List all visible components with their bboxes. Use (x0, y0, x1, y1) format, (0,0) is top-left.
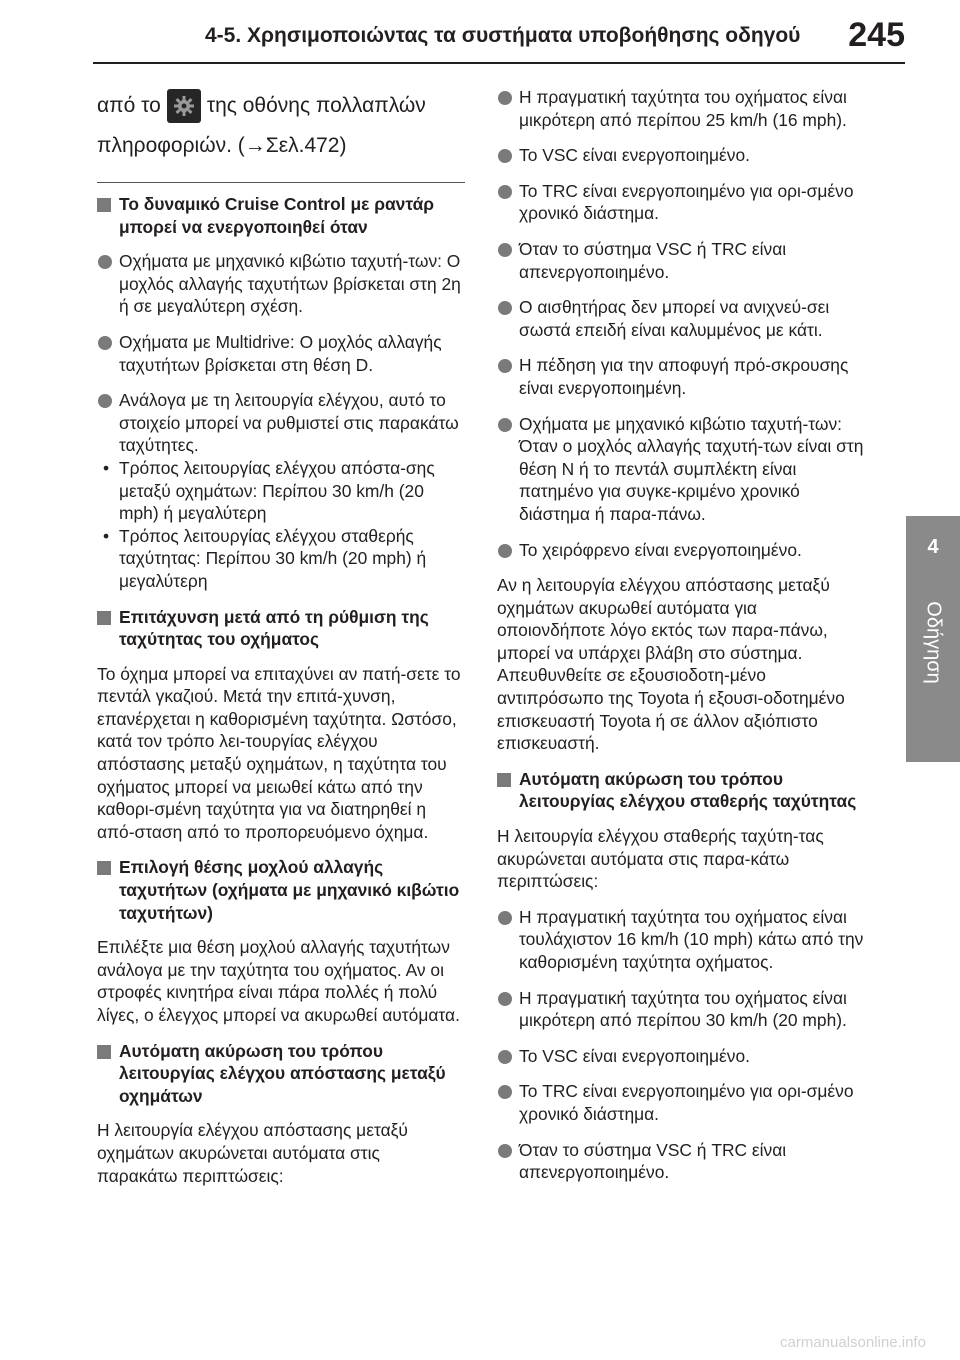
intro-after-icon: της οθόνης πολλαπλών πληροφοριών. ( (97, 94, 426, 157)
sub-list-item: • Τρόπος λειτουργίας ελέγχου απόστα-σης μεταξύ οχημάτων: Περίπου 30 km/h (20 mph) ή μεγαλύτερη (97, 457, 465, 525)
list-item: Η πέδηση για την αποφυγή πρό-σκρουσης είναι ενεργοποιημένη. (497, 354, 865, 399)
list-item: Όταν το σύστημα VSC ή TRC είναι απενεργοποιημένο. (497, 238, 865, 283)
page-number: 245 (848, 16, 905, 54)
list-item: Το χειρόφρενο είναι ενεργοποιημένο. (497, 539, 865, 562)
list-item: Η πραγματική ταχύτητα του οχήματος είναι τουλάχιστον 16 km/h (10 mph) κάτω από την καθορισμένη ταχύτητα οχήματος. (497, 906, 865, 974)
gear-icon (167, 89, 201, 123)
arrow-icon: → (244, 134, 266, 157)
list-item: Οχήματα με μηχανικό κιβώτιο ταχυτή-των: Ο μοχλός αλλαγής ταχυτήτων βρίσκεται στη 2η ή σε μεγαλύτερη σχέση. (97, 250, 465, 318)
list-item: Η πραγματική ταχύτητα του οχήματος είναι μικρότερη από περίπου 30 km/h (20 mph). (497, 987, 865, 1032)
watermark: carmanualsonline.info (780, 1334, 926, 1351)
intro-text (97, 86, 465, 166)
section-title: 4-5. Χρησιμοποιώντας τα συστήματα υποβοήθησης οδηγού (205, 24, 801, 47)
list-item: Ο αισθητήρας δεν μπορεί να ανιχνεύ-σει σωστά επειδή είναι καλυμμένος με κάτι. (497, 296, 865, 341)
list-item: Η πραγματική ταχύτητα του οχήματος είναι μικρότερη από περίπου 25 km/h (16 mph). (497, 86, 865, 131)
list-item: Ανάλογα με τη λειτουργία ελέγχου, αυτό το στοιχείο μπορεί να ρυθμιστεί στις παρακάτω ταχύτητες. (97, 389, 465, 457)
section-heading: Το δυναμικό Cruise Control με ραντάρ μπορεί να ενεργοποιηθεί όταν (97, 193, 465, 238)
chapter-label: Οδήγηση (922, 601, 945, 684)
list-item: Το VSC είναι ενεργοποιημένο. (497, 1045, 865, 1068)
section-heading: Αυτόματη ακύρωση του τρόπου λειτουργίας ελέγχου σταθερής ταχύτητας (497, 768, 865, 813)
paragraph: Το όχημα μπορεί να επιταχύνει αν πατή-σετε το πεντάλ γκαζιού. Μετά την επιτά-χυνση, επανέρχεται η καθορισμένη ταχύτητα. Ωστόσο, κατά τον τρόπο λει-τουργίας ελέγχου απόστασης μεταξύ οχημάτων, η ταχύτητα του οχήματος μπορεί να μειωθεί κάτω από την καθορι-σμένη ταχύτητα για να διατηρηθεί η από-σταση από το προπορευόμενο όχημα. (97, 663, 461, 842)
list-item: Το TRC είναι ενεργοποιημένο για ορι-σμένο χρονικό διάστημα. (497, 1080, 865, 1125)
sub-list-item: • Τρόπος λειτουργίας ελέγχου σταθερής ταχύτητας: Περίπου 30 km/h (20 mph) ή μεγαλύτερη (97, 525, 465, 593)
section-heading: Επιλογή θέσης μοχλού αλλαγής ταχυτήτων (οχήματα με μηχανικό κιβώτιο ταχυτήτων) (97, 856, 465, 924)
paragraph: Η λειτουργία ελέγχου σταθερής ταχύτη-τας ακυρώνεται αυτόματα στις παρα-κάτω περιπτώσεις: (497, 826, 824, 892)
chapter-tab[interactable] (906, 516, 960, 762)
list-item: Το TRC είναι ενεργοποιημένο για ορι-σμένο χρονικό διάστημα. (497, 180, 865, 225)
left-column (97, 86, 465, 1200)
header-divider (93, 62, 905, 64)
page-reference-link[interactable]: Σελ.472) (265, 134, 347, 157)
page-header (0, 0, 960, 74)
list-item: Οχήματα με μηχανικό κιβώτιο ταχυτή-των: Όταν ο μοχλός αλλαγής ταχυτή-των είναι στη θέση N ή το πεντάλ συμπλέκτη είναι πατημένο για συγκε-κριμένο χρονικό διάστημα ή παρα-πάνω. (497, 413, 865, 526)
section-heading: Επιτάχυνση μετά από τη ρύθμιση της ταχύτητας του οχήματος (97, 606, 465, 651)
section-heading: Αυτόματη ακύρωση του τρόπου λειτουργίας ελέγχου απόστασης μεταξύ οχημάτων (97, 1040, 465, 1108)
list-item: Όταν το σύστημα VSC ή TRC είναι απενεργοποιημένο. (497, 1139, 865, 1184)
list-item: Οχήματα με Multidrive: Ο μοχλός αλλαγής ταχυτήτων βρίσκεται στη θέση D. (97, 331, 465, 376)
chapter-number: 4 (927, 536, 939, 558)
list-item: Το VSC είναι ενεργοποιημένο. (497, 144, 865, 167)
paragraph: Αν η λειτουργία ελέγχου απόστασης μεταξύ οχημάτων ακυρωθεί αυτόματα για οποιονδήποτε λόγο εκτός των παρα-πάνω, μπορεί να υπάρχει βλάβη στο σύστημα. Απευθυνθείτε σε εξουσιοδοτη-μένο αντιπρόσωπο της Toyota ή εξουσι-οδοτημένο επισκευαστή Toyota ή σε άλλον αξιόπιστο επισκευαστή. (497, 575, 845, 754)
intro-before-icon: από το (97, 94, 161, 117)
paragraph: Επιλέξτε μια θέση μοχλού αλλαγής ταχυτήτων ανάλογα με την ταχύτητα του οχήματος. Αν οι στροφές κινητήρα είναι πάρα πολλές ή πολύ λίγες, ο έλεγχος μπορεί να ακυρωθεί αυτόματα. (97, 937, 460, 1025)
paragraph: Η λειτουργία ελέγχου απόστασης μεταξύ οχημάτων ακυρώνεται αυτόματα στις παρακάτω περιπτώσεις: (97, 1120, 408, 1186)
section-divider (97, 182, 465, 183)
right-column (497, 86, 865, 1197)
